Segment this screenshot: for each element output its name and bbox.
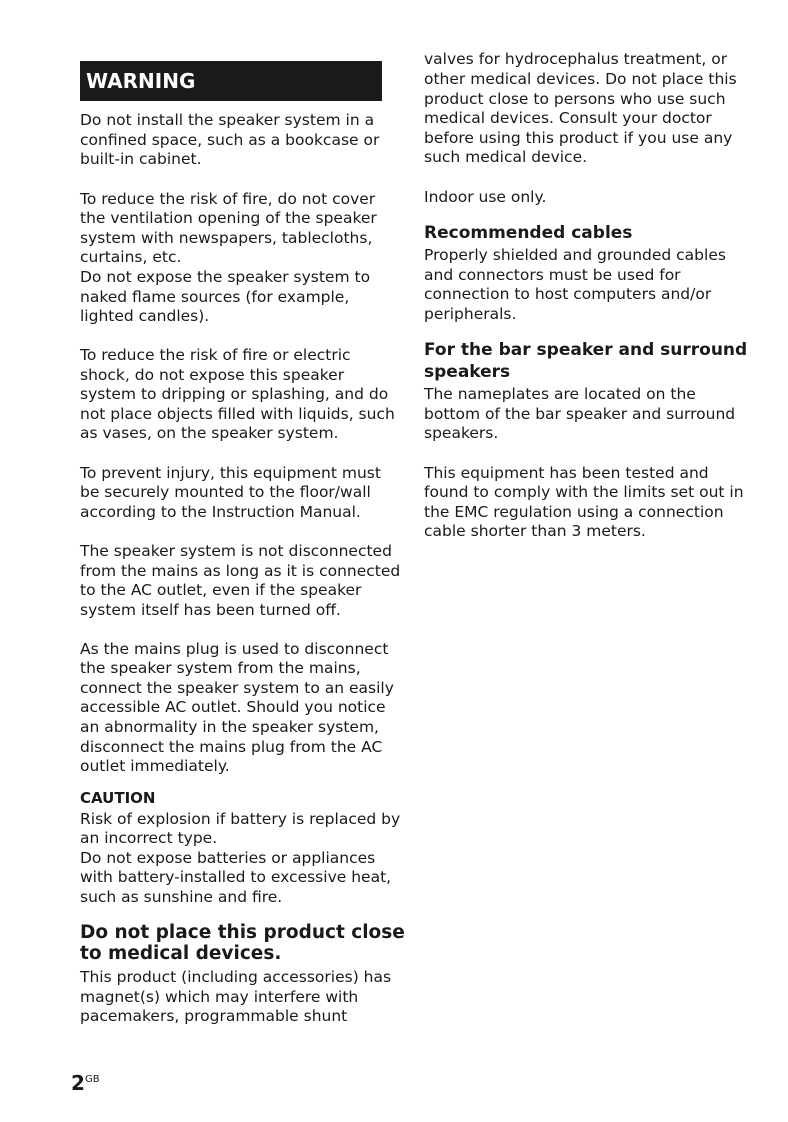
text-line: such medical device. bbox=[424, 148, 588, 166]
text-line: according to the Instruction Manual. bbox=[80, 503, 361, 521]
text-line: and connectors must be used for bbox=[424, 266, 681, 284]
text-line: lighted candles). bbox=[80, 307, 210, 325]
text-line: accessible AC outlet. Should you notice bbox=[80, 698, 386, 716]
text-line: bottom of the bar speaker and surround bbox=[424, 405, 736, 423]
text-line: an incorrect type. bbox=[80, 829, 218, 847]
text-line: cable shorter than 3 meters. bbox=[424, 522, 646, 540]
text-line: As the mains plug is used to disconnect bbox=[80, 640, 389, 658]
text-line: Risk of explosion if battery is replaced by bbox=[80, 810, 401, 828]
text-line: system with newspapers, tablecloths, bbox=[80, 229, 373, 247]
text-line: such as sunshine and fire. bbox=[80, 888, 283, 906]
bar-speaker-heading: speakers bbox=[424, 362, 511, 382]
text-line: outlet immediately. bbox=[80, 757, 230, 775]
text-line: connection to host computers and/or bbox=[424, 285, 712, 303]
text-line: Indoor use only. bbox=[424, 188, 547, 206]
text-line: The nameplates are located on the bbox=[424, 385, 696, 403]
text-line: not place objects filled with liquids, such bbox=[80, 405, 395, 423]
text-line: pacemakers, programmable shunt bbox=[80, 1007, 348, 1025]
text-line: Properly shielded and grounded cables bbox=[424, 246, 726, 264]
text-line: an abnormality in the speaker system, bbox=[80, 718, 379, 736]
text-line: Do not expose batteries or appliances bbox=[80, 849, 376, 867]
text-line: built-in cabinet. bbox=[80, 150, 202, 168]
text-line: product close to persons who use such bbox=[424, 90, 726, 108]
text-line: peripherals. bbox=[424, 305, 517, 323]
text-line: the EMC regulation using a connection bbox=[424, 503, 724, 521]
text-line: other medical devices. Do not place this bbox=[424, 70, 737, 88]
text-line: To reduce the risk of fire or electric bbox=[80, 346, 351, 364]
bar-speaker-heading: For the bar speaker and surround bbox=[424, 340, 748, 360]
text-line: Do not expose the speaker system to bbox=[80, 268, 371, 286]
text-line: before using this product if you use any bbox=[424, 129, 733, 147]
text-line: This equipment has been tested and bbox=[424, 464, 709, 482]
text-line: This product (including accessories) has bbox=[80, 968, 392, 986]
text-line: valves for hydrocephalus treatment, or bbox=[424, 50, 728, 68]
text-line: system itself has been turned off. bbox=[80, 601, 341, 619]
page-number: 2 bbox=[71, 1071, 85, 1095]
text-line: found to comply with the limits set out in bbox=[424, 483, 744, 501]
page-language-code: GB bbox=[85, 1074, 100, 1085]
medical-heading: Do not place this product close bbox=[80, 922, 405, 943]
text-line: disconnect the mains plug from the AC bbox=[80, 738, 383, 756]
text-line: confined space, such as a bookcase or bbox=[80, 131, 380, 149]
text-line: the ventilation opening of the speaker bbox=[80, 209, 377, 227]
text-line: magnet(s) which may interfere with bbox=[80, 988, 359, 1006]
text-line: Do not install the speaker system in a bbox=[80, 111, 375, 129]
caution-title: CAUTION bbox=[80, 789, 156, 807]
warning-header bbox=[80, 61, 382, 101]
text-line: To prevent injury, this equipment must bbox=[80, 464, 381, 482]
text-line: To reduce the risk of fire, do not cover bbox=[80, 190, 376, 208]
text-line: from the mains as long as it is connected bbox=[80, 562, 401, 580]
text-line: speakers. bbox=[424, 424, 499, 442]
cables-heading: Recommended cables bbox=[424, 223, 633, 243]
text-line: naked flame sources (for example, bbox=[80, 288, 350, 306]
text-line: to the AC outlet, even if the speaker bbox=[80, 581, 362, 599]
text-line: the speaker system from the mains, bbox=[80, 659, 361, 677]
text-line: be securely mounted to the floor/wall bbox=[80, 483, 371, 501]
text-line: connect the speaker system to an easily bbox=[80, 679, 394, 697]
medical-heading: to medical devices. bbox=[80, 943, 282, 964]
text-line: curtains, etc. bbox=[80, 248, 182, 266]
warning-title: WARNING bbox=[86, 69, 196, 93]
text-line: The speaker system is not disconnected bbox=[80, 542, 392, 560]
text-line: with battery-installed to excessive heat, bbox=[80, 868, 392, 886]
text-line: medical devices. Consult your doctor bbox=[424, 109, 712, 127]
text-line: shock, do not expose this speaker bbox=[80, 366, 345, 384]
text-line: as vases, on the speaker system. bbox=[80, 424, 339, 442]
text-line: system to dripping or splashing, and do bbox=[80, 385, 389, 403]
